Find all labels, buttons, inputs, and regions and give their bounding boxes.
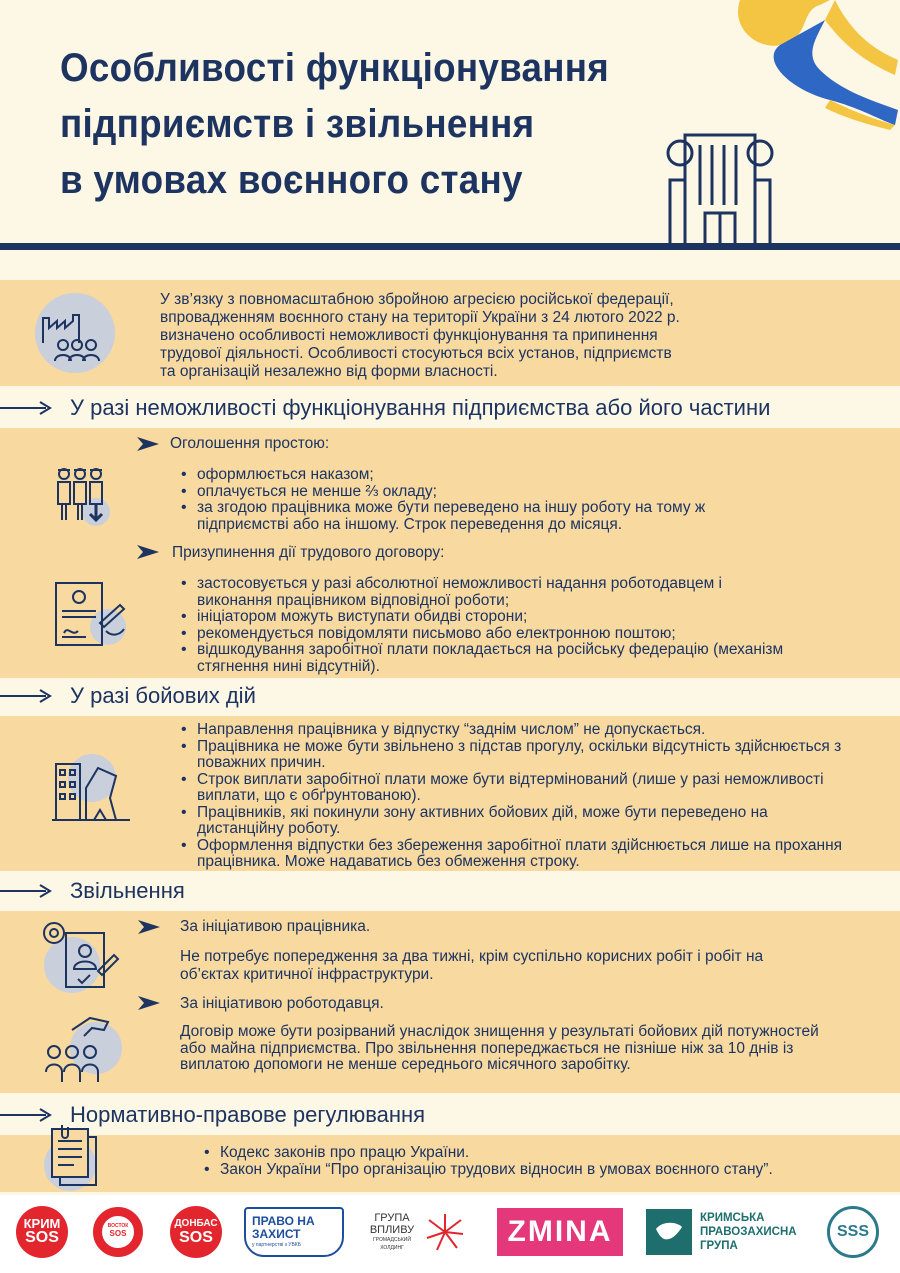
- section-heading-dismissal: [0, 873, 900, 909]
- logo-text: ГРОМАДСЬКИЙ ХОЛДИНГ: [373, 1237, 411, 1251]
- suspension-list: [175, 576, 795, 675]
- logo-text: ZMINA: [497, 1208, 623, 1256]
- ukraine-ribbon-icon: [720, 0, 900, 130]
- list-item: • Оформлення відпустки без збереження заробітної плати здійснюється лише на прохання працівника. Може надаватись без обмеження строку.: [175, 838, 855, 871]
- logo-text: ПРАВО НА: [252, 1214, 315, 1228]
- logo-text: SOS: [109, 1229, 127, 1238]
- logo-text: ДОНБАС: [174, 1218, 218, 1229]
- list-item: • рекомендується повідомляти письмово або електронною поштою;: [175, 626, 795, 643]
- employer-pointing-icon: [38, 1012, 126, 1087]
- logo-text: КРИМСЬКА: [700, 1212, 765, 1224]
- intro-line: У зв’язку з повномасштабною збройною агресією російської федерації,: [160, 291, 674, 308]
- section-heading-hostilities: [0, 678, 900, 714]
- logo-hrupa-vplyvu[interactable]: [360, 1207, 468, 1257]
- intro-line: та організацій незалежно від форми власності.: [160, 363, 498, 380]
- page-title: [60, 40, 649, 208]
- downtime-list: [175, 467, 765, 533]
- intro-line: трудової діяльності. Особливості стосуються всіх установ, підприємств: [160, 345, 672, 362]
- logo-text: ЗАХИСТ: [252, 1227, 301, 1241]
- logo-text: ПРАВОЗАХИСНА: [700, 1226, 797, 1238]
- title-line-1: Особливості функціонування: [60, 46, 610, 90]
- crimea-map-icon: [652, 1219, 686, 1245]
- list-item: • Працівника не може бути звільнено з підстав прогулу, оскільки відсутність здійснюється з поважних причин.: [175, 739, 855, 772]
- section-heading-label: Звільнення: [70, 878, 185, 903]
- office-building-icon: [660, 125, 780, 250]
- section-heading-regulation: [0, 1097, 900, 1133]
- partner-logos-footer: [0, 1195, 900, 1273]
- list-item: • Направлення працівника у відпустку “заднім числом” не допускається.: [175, 722, 855, 739]
- employee-initiative-text: Не потребує попередження за два тижні, крім суспільно корисних робіт і робіт на об’єктах критичної інфраструктури.: [180, 948, 764, 983]
- logo-text: SSS: [827, 1206, 879, 1258]
- logo-zmina[interactable]: [496, 1207, 624, 1257]
- intro-line: впровадженням воєнного стану на території України з 24 лютого 2022 р.: [160, 309, 680, 326]
- logo-pravo-na-zakhyst[interactable]: [244, 1207, 344, 1257]
- employer-initiative-text: Договір може бути розірваний унаслідок знищення у результаті бойових дій потужностей або майна підприємства. Про звільнення попереджається не пізніше ніж за 10 днів із виплатою допомоги не менше середнього місячного заробітку.: [180, 1023, 819, 1073]
- destroyed-building-icon: [50, 748, 132, 830]
- chevron-right-icon: [138, 920, 160, 934]
- logo-vostok-sos[interactable]: [92, 1207, 144, 1257]
- workers-down-icon: [48, 460, 118, 530]
- logo-sss[interactable]: [826, 1207, 880, 1257]
- intro-line: визначено особливості неможливості функціонування та припинення: [160, 327, 658, 344]
- list-item: • відшкодування заробітної плати покладається на російську федерацію (механізм стягнення нині відсутній).: [175, 642, 795, 675]
- suspension-title: Призупинення дії трудового договору:: [172, 544, 445, 561]
- logo-text: ГРУПА: [374, 1212, 410, 1224]
- header-divider: [0, 243, 900, 250]
- arrows-burst-icon: [423, 1210, 467, 1254]
- logo-donbas-sos[interactable]: [168, 1207, 224, 1257]
- list-item: • за згодою працівника може бути переведено на іншу роботу на тому ж підприємстві або на іншому. Строк переведення до місяця.: [175, 500, 765, 533]
- section-heading-label: У разі неможливості функціонування підприємства або його частини: [70, 395, 771, 420]
- employee-resume-icon: [38, 915, 126, 995]
- list-item: • Строк виплати заробітної плати може бути відтермінований (лише у разі неможливості виплати, що є обґрунтованою).: [175, 772, 855, 805]
- chevron-right-icon: [138, 996, 160, 1010]
- logo-text: у партнерстві з УВКБ: [252, 1242, 301, 1248]
- section-heading-label: У разі бойових дій: [70, 683, 256, 708]
- list-item: • Закон України “Про організацію трудових відносин в умовах воєнного стану”.: [198, 1162, 878, 1179]
- downtime-title: Оголошення простою:: [170, 435, 330, 452]
- chevron-right-icon: [137, 545, 159, 559]
- intro-text: [160, 291, 860, 381]
- arrow-right-icon: [0, 883, 52, 899]
- list-item: • Кодекс законів про працю України.: [198, 1145, 878, 1162]
- logo-text: ГРУПА: [700, 1240, 738, 1252]
- list-item: • оформлюється наказом;: [175, 467, 765, 484]
- arrow-right-icon: [0, 688, 52, 704]
- regulation-list: [198, 1145, 878, 1178]
- list-item: • ініціатором можуть виступати обидві сторони;: [175, 609, 795, 626]
- title-line-3: в умовах воєнного стану: [60, 158, 523, 202]
- arrow-right-icon: [0, 400, 52, 416]
- employer-initiative-title: За ініціативою роботодавця.: [180, 995, 384, 1012]
- logo-text: SOS: [179, 1229, 213, 1246]
- logo-text: КРИМ: [23, 1216, 61, 1231]
- logo-krym-sos[interactable]: [16, 1207, 68, 1257]
- hostilities-list: [175, 722, 855, 871]
- logo-text: SOS: [25, 1229, 59, 1246]
- factory-workers-icon: [35, 293, 115, 373]
- list-item: • застосовується у разі абсолютної неможливості надання роботодавцем і виконання працівником відповідної роботи;: [175, 576, 795, 609]
- arrow-right-icon: [0, 1107, 52, 1123]
- employee-initiative-title: За ініціативою працівника.: [180, 918, 371, 935]
- logo-kryms-ka-pravozakhysna-hrupa[interactable]: [646, 1207, 806, 1257]
- logo-text: ВОСТОК: [107, 1223, 129, 1229]
- contract-signing-icon: [50, 575, 130, 655]
- chevron-right-icon: [137, 437, 159, 451]
- section-heading-label: Нормативно-правове регулювання: [70, 1102, 426, 1127]
- list-item: • оплачується не менше ⅔ окладу;: [175, 484, 765, 501]
- logo-text: ВПЛИВУ: [369, 1224, 415, 1236]
- documents-icon: [40, 1125, 110, 1193]
- section-heading-unable-to-operate: [0, 390, 900, 426]
- list-item: • Працівників, які покинули зону активних бойових дій, може бути переведено на дистанційну роботу.: [175, 805, 855, 838]
- title-line-2: підприємств і звільнення: [60, 102, 535, 146]
